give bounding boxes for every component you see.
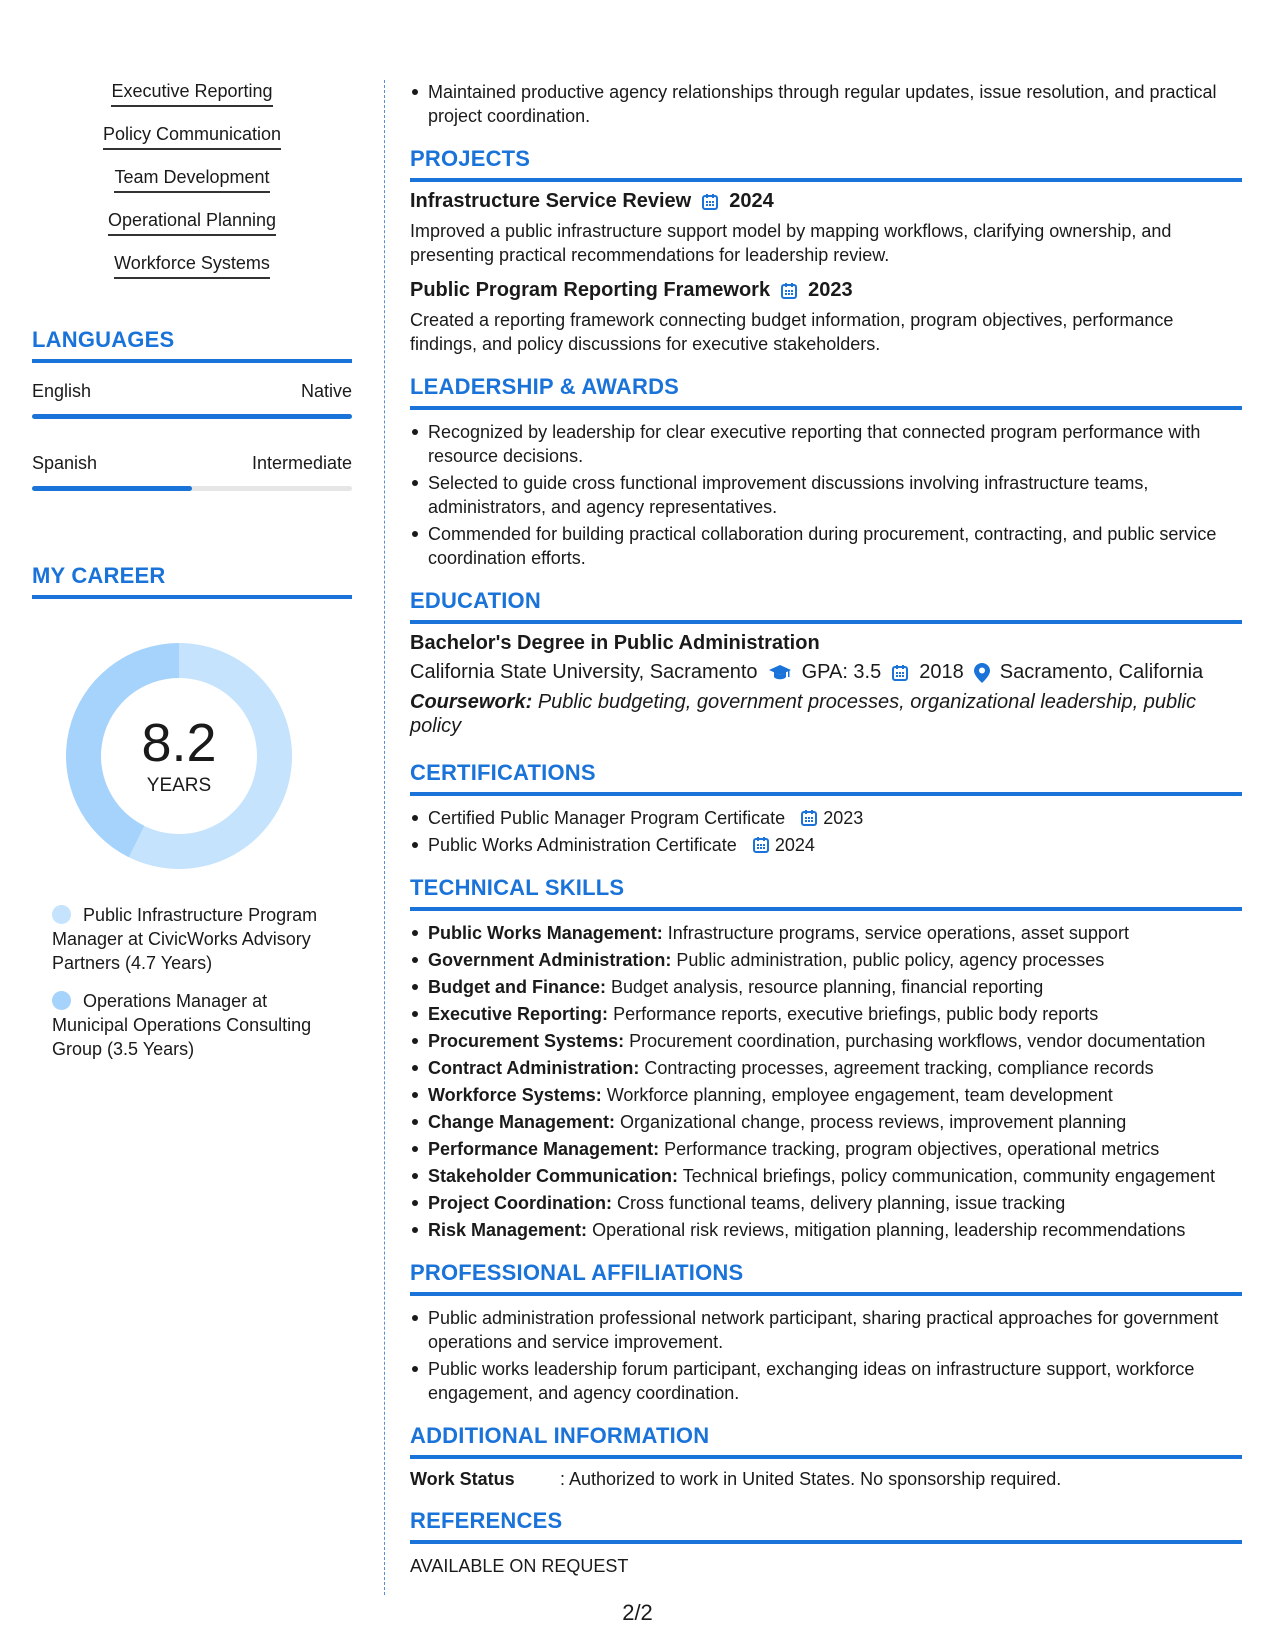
- skill-text: Budget analysis, resource planning, financial reporting: [611, 977, 1044, 997]
- project-year: 2023: [808, 279, 853, 301]
- calendar-icon: [891, 664, 909, 682]
- technical-skill-item: [410, 1218, 1242, 1242]
- experience-bullet: Maintained productive agency relationships through regular updates, issue resolution, and practical project coordination.: [410, 80, 1242, 128]
- education-year: 2018: [919, 661, 964, 683]
- career-title: MY CAREER: [32, 563, 352, 599]
- languages-title: LANGUAGES: [32, 327, 352, 363]
- additional-info-title: ADDITIONAL INFORMATION: [410, 1423, 1242, 1459]
- language-bar-fill: [32, 414, 352, 419]
- skill-label: Performance Management:: [428, 1139, 660, 1159]
- projects-title: PROJECTS: [410, 146, 1242, 182]
- project-description: Improved a public infrastructure support model by mapping workflows, clarifying ownership, and presenting practical recommendations for leadership review.: [410, 221, 1172, 265]
- legend-item: [52, 989, 342, 1061]
- project-name: Public Program Reporting Framework: [410, 279, 771, 301]
- affiliations-list: [410, 1306, 1242, 1405]
- skill-text: Operational risk reviews, mitigation planning, leadership recommendations: [592, 1220, 1186, 1240]
- education-title: EDUCATION: [410, 588, 1242, 624]
- career-legend: [52, 903, 342, 1061]
- work-status-label: Work Status: [410, 1469, 515, 1489]
- technical-skill-item: [410, 948, 1242, 972]
- leadership-item: Commended for building practical collaboration during procurement, contracting, and public service coordination efforts.: [410, 522, 1242, 570]
- skill-label: Project Coordination:: [428, 1193, 612, 1213]
- education-coursework: [410, 690, 1242, 738]
- legend-dot: [52, 905, 71, 924]
- legend-dot: [52, 991, 71, 1010]
- language-spanish: [32, 453, 352, 491]
- skill-label: Public Works Management:: [428, 923, 663, 943]
- technical-skill-item: [410, 1137, 1242, 1161]
- skill-label: Procurement Systems:: [428, 1031, 625, 1051]
- certifications-title: CERTIFICATIONS: [410, 760, 1242, 796]
- language-level: Intermediate: [251, 453, 352, 473]
- skill-text: Organizational change, process reviews, improvement planning: [620, 1112, 1127, 1132]
- skill-text: Infrastructure programs, service operations, asset support: [667, 923, 1129, 943]
- legend-label: Operations Manager at Municipal Operations Consulting Group (3.5 Years): [52, 991, 312, 1059]
- technical-skills-list: [410, 921, 1242, 1242]
- affiliation-item: Public works leadership forum participant, exchanging ideas on infrastructure support, workforce engagement, and agency coordination.: [410, 1357, 1242, 1405]
- education-gpa: GPA: 3.5: [801, 661, 882, 683]
- affiliation-item: Public administration professional network participant, sharing practical approaches for government operations and service improvement.: [410, 1306, 1242, 1354]
- coursework-label: Coursework:: [410, 691, 533, 713]
- calendar-icon: [800, 809, 818, 827]
- skill-label: Executive Reporting:: [428, 1004, 609, 1024]
- skill-text: Workforce planning, employee engagement, team development: [606, 1085, 1113, 1105]
- skill-text: Technical briefings, policy communication, community engagement: [682, 1166, 1215, 1186]
- project-year: 2024: [729, 190, 774, 212]
- technical-skill-item: [410, 1056, 1242, 1080]
- language-level: Native: [300, 381, 352, 401]
- certification-year: 2023: [823, 808, 864, 828]
- language-bar: [32, 486, 352, 491]
- career-donut-chart: [66, 643, 292, 869]
- career-total: 8.2: [141, 713, 217, 773]
- affiliations-title: PROFESSIONAL AFFILIATIONS: [410, 1260, 1242, 1296]
- technical-skills-title: TECHNICAL SKILLS: [410, 875, 1242, 911]
- certifications-list: [410, 806, 1242, 857]
- page-number: 2/2: [622, 1600, 653, 1625]
- skill-text: Performance reports, executive briefings, public body reports: [613, 1004, 1099, 1024]
- coursework-text: Public budgeting, government processes, organizational leadership, public policy: [410, 691, 1196, 737]
- education-school: California State University, Sacramento: [410, 661, 758, 683]
- language-bar-fill: [32, 486, 192, 491]
- experience-bullets: [410, 80, 1242, 128]
- skill-tag: Operational Planning: [108, 209, 276, 236]
- graduation-cap-icon: [768, 664, 792, 682]
- skill-tag: Policy Communication: [103, 123, 281, 150]
- skill-label: Change Management:: [428, 1112, 616, 1132]
- leadership-list: [410, 420, 1242, 570]
- career-unit: YEARS: [146, 775, 212, 796]
- language-english: [32, 381, 352, 419]
- references-text: AVAILABLE ON REQUEST: [410, 1556, 629, 1576]
- leadership-item: Selected to guide cross functional improvement discussions involving infrastructure teams, administrators, and agency representatives.: [410, 471, 1242, 519]
- technical-skill-item: [410, 975, 1242, 999]
- project-title: [410, 190, 1242, 213]
- skill-text: Procurement coordination, purchasing workflows, vendor documentation: [629, 1031, 1206, 1051]
- left-column: [32, 80, 352, 1075]
- technical-skill-item: [410, 1002, 1242, 1026]
- technical-skill-item: [410, 1029, 1242, 1053]
- certification-item: [410, 806, 1242, 830]
- education-meta: [410, 661, 1242, 684]
- skill-label: Budget and Finance:: [428, 977, 607, 997]
- column-divider: [384, 80, 385, 1595]
- language-name: Spanish: [32, 453, 98, 473]
- skill-label: Government Administration:: [428, 950, 672, 970]
- right-column: [410, 80, 1242, 1577]
- skill-text: Cross functional teams, delivery planning, issue tracking: [617, 1193, 1066, 1213]
- leadership-item: Recognized by leadership for clear executive reporting that connected program performance with resource decisions.: [410, 420, 1242, 468]
- legend-item: [52, 903, 342, 975]
- education-degree: Bachelor's Degree in Public Administration: [410, 632, 820, 654]
- technical-skill-item: [410, 1164, 1242, 1188]
- technical-skill-item: [410, 1191, 1242, 1215]
- skill-text: Performance tracking, program objectives, operational metrics: [664, 1139, 1160, 1159]
- skill-tag: Executive Reporting: [111, 80, 272, 107]
- certification-year: 2024: [774, 835, 815, 855]
- skill-label: Workforce Systems:: [428, 1085, 602, 1105]
- work-status-row: [410, 1469, 1242, 1490]
- certification-item: [410, 833, 1242, 857]
- language-bar: [32, 414, 352, 419]
- legend-label: Public Infrastructure Program Manager at CivicWorks Advisory Partners (4.7 Years): [52, 905, 318, 973]
- certification-name: Certified Public Manager Program Certificate: [428, 808, 786, 828]
- technical-skill-item: [410, 1083, 1242, 1107]
- language-name: English: [32, 381, 92, 401]
- skill-tag: Workforce Systems: [114, 252, 270, 279]
- education-location: Sacramento, California: [999, 661, 1204, 683]
- skill-label: Risk Management:: [428, 1220, 588, 1240]
- project-description: Created a reporting framework connecting budget information, program objectives, performance findings, and policy discussions for executive stakeholders.: [410, 310, 1174, 354]
- skill-label: Contract Administration:: [428, 1058, 640, 1078]
- skill-label: Stakeholder Communication:: [428, 1166, 679, 1186]
- technical-skill-item: [410, 921, 1242, 945]
- work-status-value: : Authorized to work in United States. No sponsorship required.: [560, 1469, 1062, 1489]
- skill-tags: [32, 80, 352, 279]
- leadership-title: LEADERSHIP & AWARDS: [410, 374, 1242, 410]
- technical-skill-item: [410, 1110, 1242, 1134]
- certification-name: Public Works Administration Certificate: [428, 835, 737, 855]
- references-title: REFERENCES: [410, 1508, 1242, 1544]
- skill-tag: Team Development: [114, 166, 269, 193]
- location-pin-icon: [974, 663, 990, 683]
- skill-text: Contracting processes, agreement tracking, compliance records: [644, 1058, 1154, 1078]
- calendar-icon: [752, 836, 770, 854]
- project-name: Infrastructure Service Review: [410, 190, 692, 212]
- project-title: [410, 279, 1242, 302]
- calendar-icon: [780, 282, 798, 300]
- skill-text: Public administration, public policy, agency processes: [676, 950, 1105, 970]
- calendar-icon: [701, 193, 719, 211]
